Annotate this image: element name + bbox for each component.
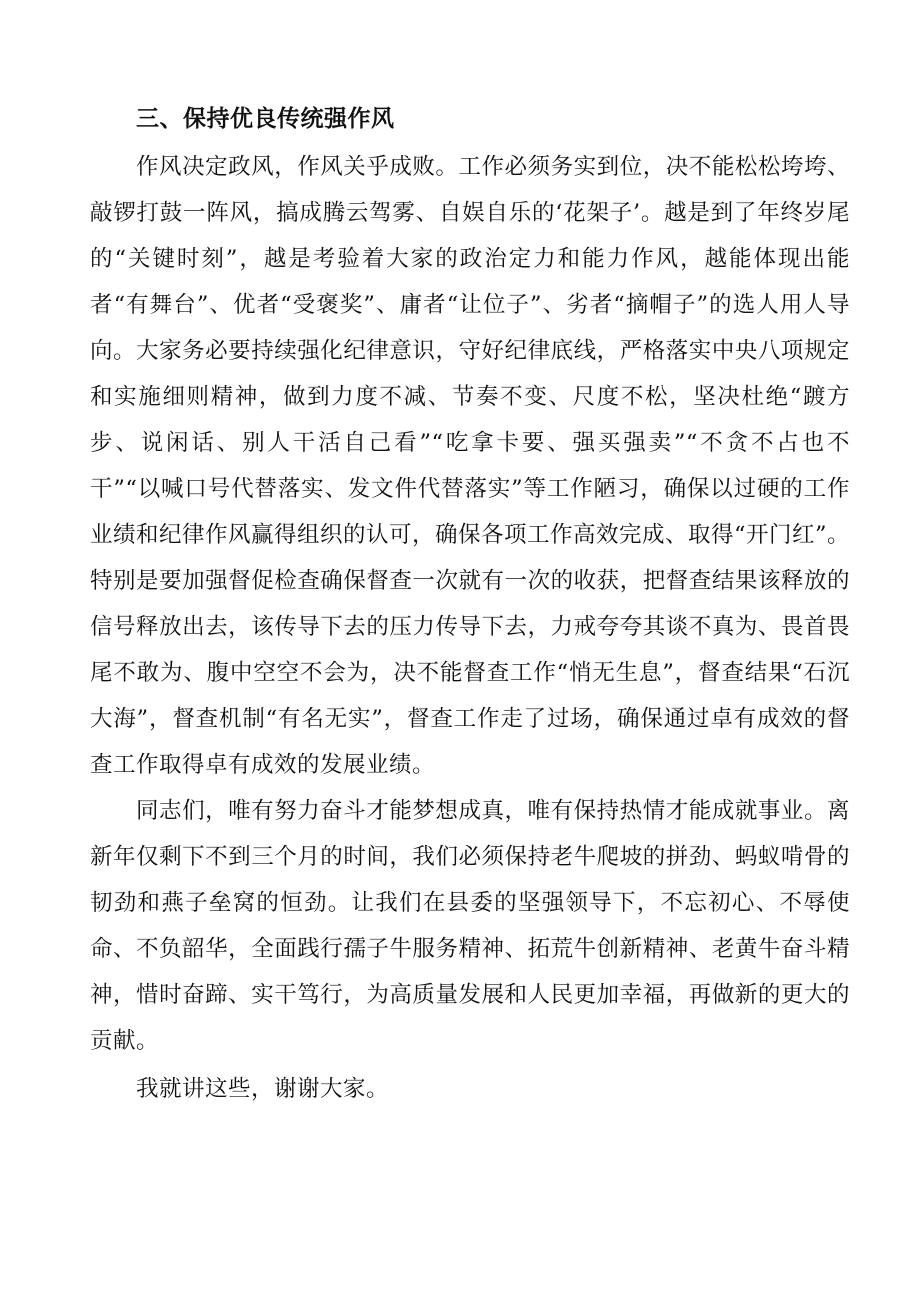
- paragraph-work-style: 作风决定政风，作风关乎成败。工作必须务实到位，决不能松松垮垮、敲锣打鼓一阵风，搞成腾云驾雾、自娱自乐的‘花架子’。越是到了年终岁尾的“关键时刻”，越是考验着大家的政治定力和能力作风，越能体现出能者“有舞台”、优者“受褒奖”、庸者“让位子”、劣者“摘帽子”的选人用人导向。大家务必要持续强化纪律意识，守好纪律底线，严格落实中央八项规定和实施细则精神，做到力度不减、节奏不变、尺度不松，坚决杜绝“踱方步、说闲话、别人干活自己看”“吃拿卡要、强买强卖”“不贪不占也不干”“以喊口号代替落实、发文件代替落实”等工作陋习，确保以过硬的工作业绩和纪律作风赢得组织的认可，确保各项工作高效完成、取得“开门红”。特别是要加强督促检查确保督查一次就有一次的收获，把督查结果该释放的信号释放出去，该传导下去的压力传导下去，力戒夸夸其谈不真为、畏首畏尾不敢为、腹中空空不会为，决不能督查工作“悄无生息”，督查结果“石沉大海”，督查机制“有名无实”，督查工作走了过场，确保通过卓有成效的督查工作取得卓有成效的发展业绩。: [90, 154, 851, 778]
- section-heading: 三、保持优良传统强作风: [136, 106, 395, 132]
- document-body: [90, 100, 850, 1112]
- paragraph-thanks: 我就讲这些，谢谢大家。: [136, 1076, 390, 1102]
- paragraph-closing-appeal: 同志们，唯有努力奋斗才能梦想成真，唯有保持热情才能成就事业。离新年仅剩下不到三个月的时间，我们必须保持老牛爬坡的拼劲、蚂蚁啃骨的韧劲和燕子垒窝的恒劲。让我们在县委的坚强领导下，不忘初心、不辱使命、不负韶华，全面践行孺子牛服务精神、拓荒牛创新精神、老黄牛奋斗精神，惜时奋蹄、实干笃行，为高质量发展和人民更加幸福，再做新的更大的贡献。: [90, 798, 850, 1054]
